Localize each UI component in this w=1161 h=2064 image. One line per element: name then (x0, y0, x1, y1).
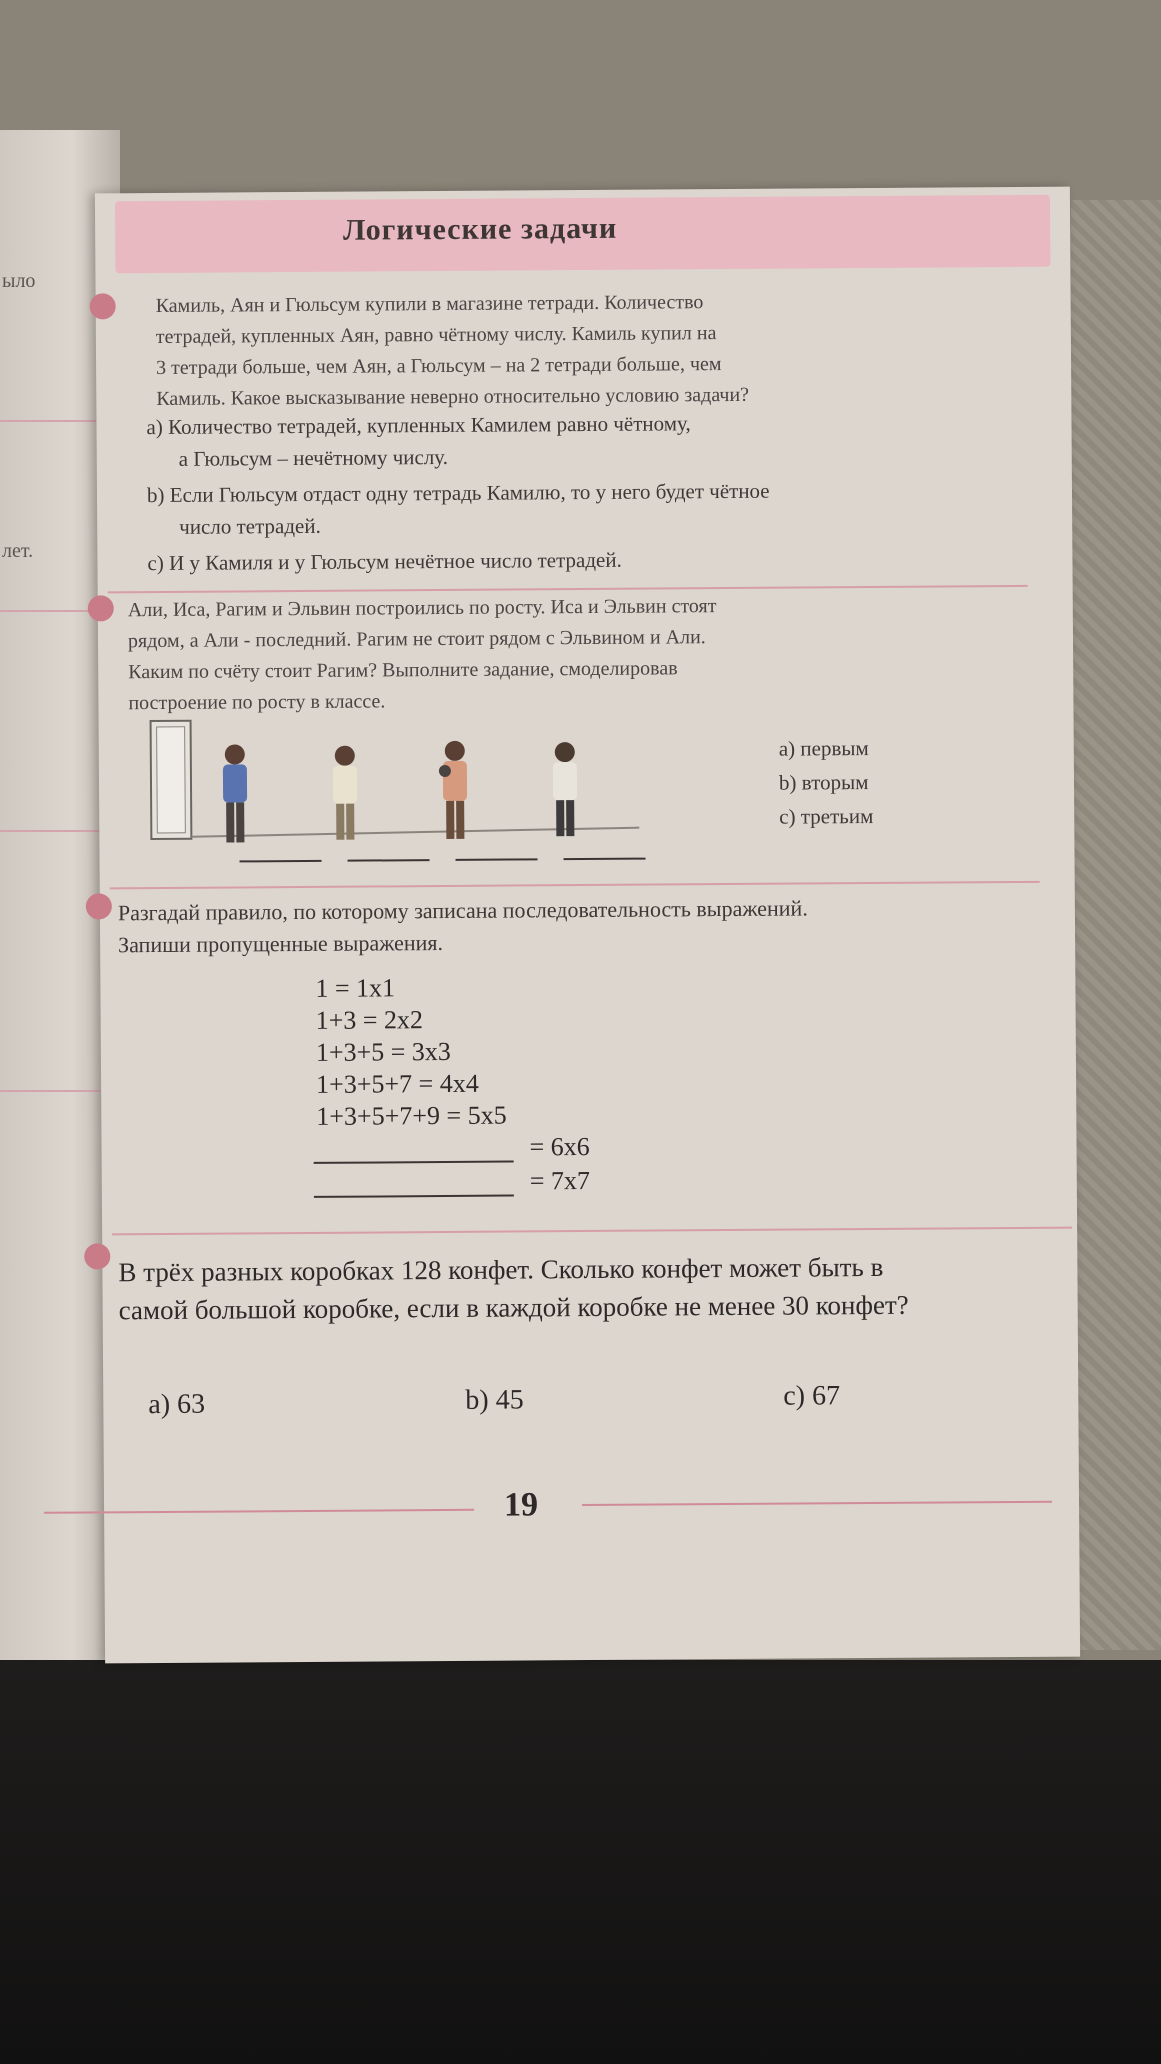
task1-line: Камиль. Какое высказывание неверно относительно условию задачи? (156, 383, 750, 410)
task4-option-b: b) 45 (465, 1384, 524, 1416)
classroom-lineup-illustration (139, 709, 740, 873)
left-page-rule (0, 830, 100, 832)
task-marker (86, 893, 112, 919)
task1-line: тетрадей, купленных Аян, равно чётному числу. Камиль купил на (155, 322, 717, 348)
left-page-rule (0, 610, 100, 612)
task1-option-c: c) И у Камиля и у Гюльсум нечётное число тетрадей. (147, 547, 622, 576)
task2-line: построение по росту в классе. (128, 690, 386, 715)
equation-blank-row (313, 1132, 589, 1164)
footer-rule-right (582, 1501, 1052, 1506)
missing-expression-blank[interactable] (314, 1173, 514, 1198)
task1-line: Камиль, Аян и Гюльсум купили в магазине тетради. Количество (155, 291, 704, 317)
task-separator (110, 881, 1040, 889)
task-separator (112, 1227, 1072, 1236)
equation-result: = 7x7 (529, 1165, 591, 1196)
task1-text (156, 287, 750, 415)
child-figure (223, 744, 248, 842)
task-marker (88, 595, 114, 621)
equation: 1+3 = 2x2 (315, 1005, 424, 1035)
task4-line: самой большой коробке, если в каждой коробке не менее 30 конфет? (118, 1289, 909, 1326)
left-page-rule (0, 420, 100, 422)
left-page-fragment: ыло (2, 270, 36, 292)
task4-line: В трёх разных коробках 128 конфет. Сколько конфет может быть в (118, 1251, 884, 1288)
footer-rule-left (44, 1509, 474, 1514)
tablecloth-right (1071, 200, 1161, 1650)
task4-option-c: c) 67 (783, 1380, 841, 1412)
task3-line: Разгадай правило, по которому записана последовательность выражений. (117, 895, 808, 926)
child-figure (333, 746, 358, 840)
left-page-fragment: лет. (2, 540, 34, 562)
task1-line: 3 тетради больше, чем Аян, а Гюльсум – на 2 тетради больше, чем (156, 353, 722, 379)
task1-option-b-cont: число тетрадей. (179, 513, 321, 539)
equation-result: = 6x6 (529, 1131, 590, 1162)
equation-blank-row (314, 1166, 590, 1198)
child-figure (439, 741, 468, 839)
left-page-rule (0, 1090, 100, 1092)
task-marker (84, 1243, 110, 1269)
equation: 1+3+5 = 3x3 (315, 1036, 451, 1067)
missing-expression-blank[interactable] (313, 1139, 513, 1164)
task2-line: Каким по счёту стоит Рагим? Выполните задание, смоделировав (128, 657, 678, 684)
child-figure (553, 742, 578, 836)
task4-text (118, 1248, 909, 1330)
task-marker (90, 293, 116, 319)
page-title: Логические задачи (342, 211, 618, 247)
task2-option-a: a) первым (778, 736, 869, 761)
textbook-page (95, 187, 1080, 1664)
header-band (115, 195, 1050, 274)
task2-line: рядом, а Али - последний. Рагим не стоит рядом с Эльвином и Али. (127, 626, 706, 653)
task2-option-b: b) вторым (778, 770, 869, 795)
task4-option-a: a) 63 (148, 1388, 206, 1421)
task2-text (128, 591, 718, 719)
task3-line: Запиши пропущенные выражения. (118, 930, 444, 958)
door-panel (157, 727, 186, 833)
equation: 1 = 1x1 (315, 973, 396, 1003)
task3-text (118, 892, 808, 961)
task2-option-c: c) третьим (779, 804, 874, 829)
task2-line: Али, Иса, Рагим и Эльвин построились по росту. Иса и Эльвин стоят (127, 595, 717, 622)
page-number: 19 (503, 1486, 539, 1524)
task1-option-a: a) Количество тетрадей, купленных Камилем равно чётному, (146, 411, 691, 440)
dark-surface (0, 1660, 1161, 2064)
task1-option-b: b) Если Гюльсум отдаст одну тетрадь Камилю, то у него будет чётное (146, 478, 770, 508)
task1-option-a-cont: а Гюльсум – нечётному числу. (178, 444, 448, 471)
equation: 1+3+5+7 = 4x4 (316, 1068, 479, 1099)
equation: 1+3+5+7+9 = 5x5 (316, 1100, 507, 1131)
